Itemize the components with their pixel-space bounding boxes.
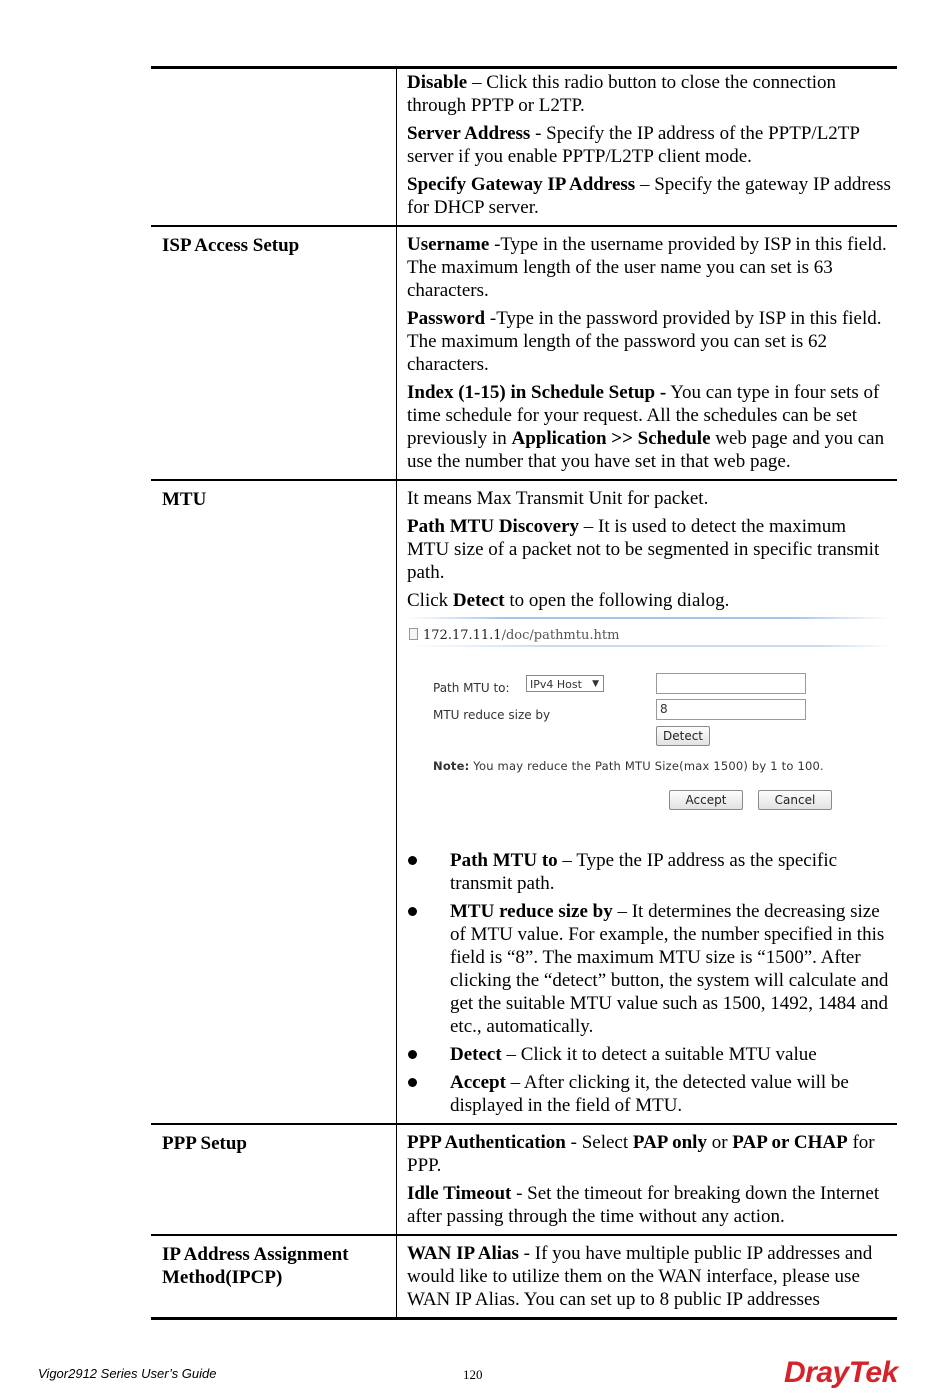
- bullet-list: [407, 849, 891, 1117]
- list-item: MTU reduce size by – It determines the decreasing size of MTU value. For example, the number specified in this field is “8”. The maximum MTU size is “1500”. After clicking the “detect” button, the system will calculate and get the suitable MTU value such as 1500, 1492, 1484 and etc., automatically.: [407, 900, 891, 1038]
- row-label-mtu: MTU: [151, 480, 397, 1124]
- bullet-icon: [408, 1078, 417, 1087]
- browser-url-bar: [407, 617, 891, 647]
- path-mtu-to-label: Path MTU to:: [433, 681, 510, 695]
- table-row: [151, 68, 897, 227]
- dropdown-arrow-icon: ▼: [592, 679, 599, 689]
- row-label-ppp-setup: PPP Setup: [151, 1124, 397, 1235]
- path-mtu-input[interactable]: [656, 673, 806, 694]
- draytek-logo: DrayTek: [784, 1356, 898, 1389]
- detect-button[interactable]: Detect: [656, 726, 710, 746]
- bullet-icon: [408, 1050, 417, 1059]
- row-description: Disable – Click this radio button to close the connection through PPTP or L2TP. Server Address - Specify the IP address of the PPTP/L2TP server if you enable PPTP/L2TP client mode. Specify Gateway IP Address – Specify the gateway IP address for DHCP server.: [407, 72, 891, 218]
- parameter-table: [151, 66, 897, 1320]
- list-item: Accept – After clicking it, the detected value will be displayed in the field of MTU.: [407, 1071, 891, 1117]
- row-label-isp-access-setup: ISP Access Setup: [151, 226, 397, 480]
- guide-title: Vigor2912 Series User’s Guide: [38, 1366, 217, 1381]
- bullet-icon: [408, 856, 417, 865]
- url-text: 172.17.11.1/doc/pathmtu.htm: [423, 628, 620, 643]
- cancel-button[interactable]: Cancel: [758, 790, 832, 810]
- accept-button[interactable]: Accept: [669, 790, 743, 810]
- host-type-select[interactable]: IPv4 Host ▼: [526, 675, 604, 692]
- mtu-reduce-input[interactable]: 8: [656, 699, 806, 720]
- page-number: 120: [463, 1367, 483, 1382]
- row-description: It means Max Transmit Unit for packet. Path MTU Discovery – It is used to detect the maximum MTU size of a packet not to be segmented in specific transmit path. Click Detect to open the following dialog. 172.17.11.1/doc/pathmtu.htm Path MTU to: IPv4 Host ▼ MTU reduce size by 8 Detect Note: You may reduce the Path MTU Size(max 1500) by 1 to 100. Accept Cancel Path MTU to – Type the IP address as the specific transmit path. MTU reduce size by – It determines the decreasing size of MTU value. For example, the number specified in this field is “8”. The maximum MTU size is “1500”. After clicking the “detect” button, the system will calculate and get the suitable MTU value such as 1500, 1492, 1484 and etc., automatically. Detect – Click it to detect a suitable MTU value Accept – After clicking it, the detected value will be displayed in the field of MTU.: [397, 480, 898, 1124]
- row-label-ip-address-assignment: IP Address Assignment Method(IPCP): [151, 1235, 397, 1319]
- page-icon: [409, 628, 418, 640]
- bullet-icon: [408, 907, 417, 916]
- row-description: WAN IP Alias - If you have multiple public IP addresses and would like to utilize them on the WAN interface, please use WAN IP Alias. You can set up to 8 public IP addresses: [407, 1243, 873, 1310]
- list-item: Detect – Click it to detect a suitable MTU value: [407, 1043, 891, 1066]
- list-item: Path MTU to – Type the IP address as the specific transmit path.: [407, 849, 891, 895]
- mtu-reduce-label: MTU reduce size by: [433, 708, 551, 722]
- row-description: Username -Type in the username provided by ISP in this field. The maximum length of the user name you can set is 63 characters. Password -Type in the password provided by ISP in this field. The maximum length of the password you can set is 62 characters. Index (1-15) in Schedule Setup - You can type in four sets of time schedule for your request. All the schedules can be set previously in Application >> Schedule web page and you can use the number that you have set in that web page.: [407, 234, 887, 472]
- table-row: [151, 480, 897, 1124]
- path-mtu-dialog-screenshot: [407, 617, 891, 837]
- row-description: PPP Authentication - Select PAP only or PAP or CHAP for PPP. Idle Timeout - Set the timeout for breaking down the Internet after passing through the time without any action.: [407, 1132, 880, 1227]
- table-row: [151, 1235, 897, 1319]
- note-text: Note: You may reduce the Path MTU Size(max 1500) by 1 to 100.: [433, 759, 824, 773]
- table-row: [151, 1124, 897, 1235]
- table-row: [151, 226, 897, 480]
- row-label: [151, 68, 397, 227]
